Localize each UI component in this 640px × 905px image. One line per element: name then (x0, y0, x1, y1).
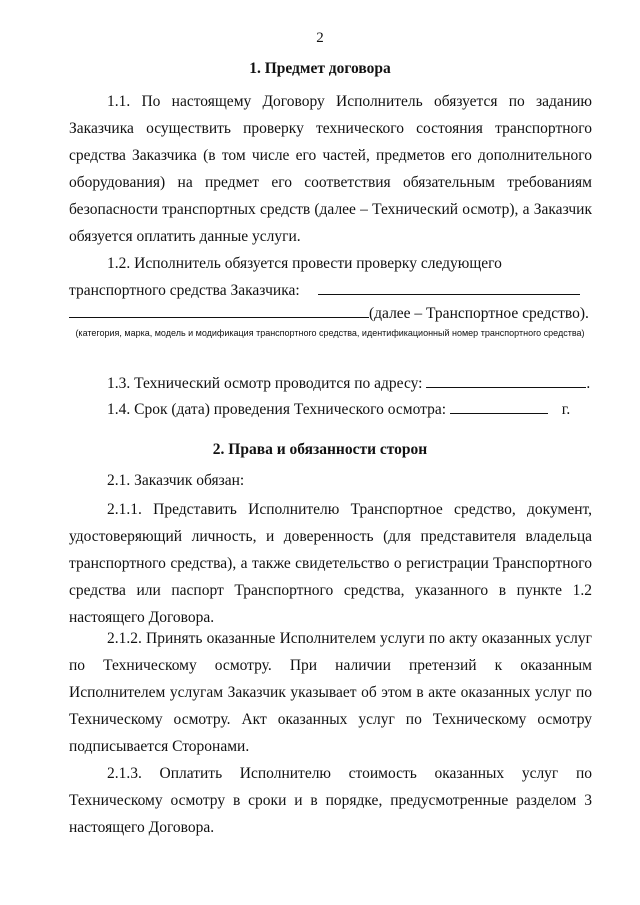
vehicle-blank-field[interactable] (318, 280, 580, 295)
clause-2-1-3: 2.1.3. Оплатить Исполнителю стоимость оказанных услуг по Техническому осмотру в сроки и в порядке, предусмотренные разделом 3 настоящего Договора. (69, 765, 592, 836)
clause-1-2-end: (далее – Транспортное средство). (369, 305, 589, 322)
clause-1-3-end: . (586, 375, 591, 392)
clause-1-2-continuation-line (69, 300, 592, 327)
clause-1-2-label: транспортного средства Заказчика: (69, 282, 300, 299)
section-1-heading: 1. Предмет договора (249, 60, 391, 77)
clause-1-3 (69, 370, 630, 397)
section-2-heading: 2. Права и обязанности сторон (212, 441, 428, 458)
vehicle-blank-field-2[interactable] (69, 303, 369, 318)
clause-2-1-2: 2.1.2. Принять оказанные Исполнителем услуги по акту оказанных услуг по Техническому осмотру. При наличии претензий к оказанным Исполнителем услугам Заказчик указывает об этом в акте оказанных услуг по Техническому осмотру. Акт оказанных услуг по Техническому осмотру подписывается Сторонами. (69, 630, 592, 755)
clause-2-1-1: 2.1.1. Представить Исполнителю Транспортное средство, документ, удостоверяющий личность, и доверенность (для представителя владельца транспортного средства), а также свидетельство о регистрации Транспортного средства или паспорт Транспортного средства, указанного в пункте 1.2 настоящего Договора. (69, 501, 592, 626)
clause-1-4-text: 1.4. Срок (дата) проведения Технического осмотра: (107, 401, 447, 418)
address-blank-field[interactable] (426, 373, 586, 388)
clause-1-2-start: 1.2. Исполнитель обязуется провести проверку следующего (107, 255, 502, 272)
clause-1-4-year-suffix: г. (561, 401, 571, 418)
page-number: 2 (316, 30, 324, 46)
clause-2-1: 2.1. Заказчик обязан: (107, 472, 245, 489)
vehicle-field-caption: (категория, марка, модель и модификация транспортного средства, идентификационный номер транспортного средства) (75, 328, 585, 338)
clause-1-4 (69, 396, 630, 423)
clause-1-3-text: 1.3. Технический осмотр проводится по адресу: (107, 375, 423, 392)
clause-1-1: 1.1. По настоящему Договору Исполнитель обязуется по заданию Заказчика осуществить проверку технического состояния транспортного средства Заказчика (в том числе его частей, предметов его дополнительного оборудования) на предмет его соответствия обязательным требованиям безопасности транспортных средств (далее – Технический осмотр), а Заказчик обязуется оплатить данные услуги. (69, 93, 592, 245)
date-blank-field[interactable] (450, 399, 548, 414)
